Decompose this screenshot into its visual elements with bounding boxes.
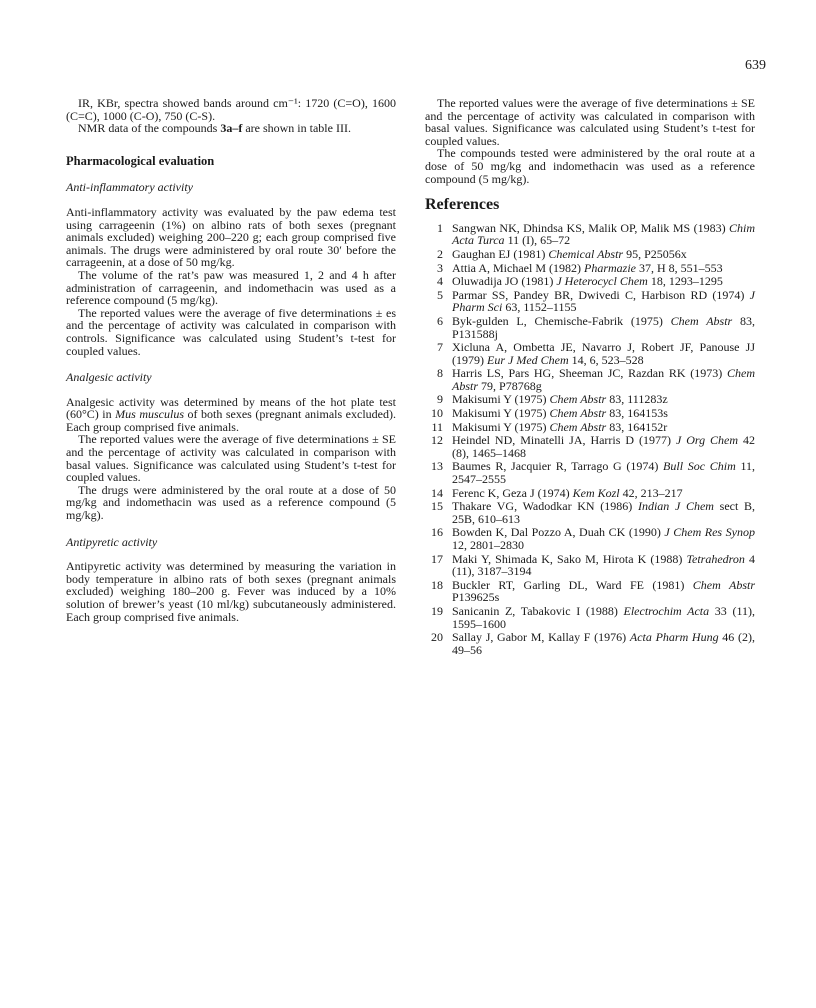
right-column: [425, 97, 755, 657]
reference-number: 13: [431, 459, 443, 474]
reference-number: 11: [431, 419, 443, 434]
page-number: 639: [745, 58, 766, 73]
reference-journal: J Heterocycl Chem: [556, 274, 648, 289]
reference-volume-pages: 63, 1152–1155: [502, 300, 577, 315]
reference-volume-pages: 83, 164153s: [606, 406, 668, 421]
reference-journal: J Chem Res Synop: [664, 525, 755, 540]
reference-number: 18: [431, 577, 443, 592]
reference-authors: Harris LS, Pars HG, Sheeman JC, Razdan RK (1973): [452, 366, 727, 381]
section-heading-pharmacological: Pharmacological evaluation: [66, 153, 215, 168]
reference-journal: J Org Chem: [675, 433, 739, 448]
reference-text: [452, 460, 755, 485]
reference-text: [452, 579, 755, 604]
reference-authors: Parmar SS, Pandey BR, Dwivedi C, Harbison RD (1974): [452, 287, 750, 302]
reference-number: 9: [437, 392, 443, 407]
reference-volume-pages: 42, 213–217: [619, 485, 683, 500]
reference-authors: Ferenc K, Geza J (1974): [452, 485, 573, 500]
reference-journal: Kem Kozl: [572, 485, 620, 500]
reference-text: [452, 248, 755, 261]
reference-item: [425, 367, 755, 392]
reference-text: [452, 393, 755, 406]
reference-number: 15: [431, 499, 443, 514]
reference-journal: Chem Abstr: [452, 366, 755, 393]
analgesic-paragraph-1: [66, 396, 396, 434]
reference-item: [425, 407, 755, 420]
reference-volume-pages: P139625s: [452, 590, 500, 605]
reference-volume-pages: 42 (8), 1465–1468: [452, 433, 756, 460]
reference-number: 1: [437, 220, 443, 235]
anti-inflammatory-paragraph-1: Anti-inflammatory activity was evaluated by the paw edema test using carrageenin (1%) on albino rats of both sexes (pregnant animals excluded) weighing 200–220 g; each group comprised five animals. The drugs were administered by oral route 30′ before the carrageenin, at a dose of 50 mg/kg.: [66, 204, 396, 270]
reference-text: [452, 275, 755, 288]
reference-text: [452, 487, 755, 500]
ir-paragraph: IR, KBr, spectra showed bands around cm⁻¹: 1720 (C=O), 1600 (C=C), 1000 (C-O), 750 (C-S).: [66, 96, 396, 123]
reference-item: [425, 605, 755, 630]
subsection-heading-anti-inflammatory: Anti-inflammatory activity: [66, 180, 193, 195]
reference-authors: Sangwan NK, Dhindsa KS, Malik OP, Malik MS (1983): [452, 220, 729, 235]
reference-text: [452, 526, 755, 551]
reference-number: 16: [431, 525, 443, 540]
reference-text: [452, 500, 755, 525]
reference-volume-pages: 46 (2), 49–56: [452, 630, 755, 657]
reference-text: [452, 341, 755, 366]
nmr-paragraph: [66, 122, 396, 135]
reference-number: 20: [431, 630, 443, 645]
reference-item: [425, 341, 755, 366]
reference-authors: Buckler RT, Garling DL, Ward FE (1981): [452, 577, 693, 592]
reference-volume-pages: 12, 2801–2830: [452, 538, 524, 552]
analgesic-text-pre: Analgesic activity was determined by means of the hot plate test (60°C) in: [66, 394, 396, 422]
reference-authors: Makisumi Y (1975): [452, 419, 550, 434]
reference-item: [425, 421, 755, 434]
analgesic-text-post: of both sexes (pregnant animals excluded). Each group comprised five animals.: [66, 407, 396, 434]
reference-journal: Chem Abstr: [549, 406, 607, 421]
reference-item: [425, 500, 755, 525]
reference-journal: Tetrahedron: [686, 551, 745, 566]
reference-journal: Bull Soc Chim: [663, 459, 736, 474]
reference-journal: Chem Abstr: [549, 419, 607, 434]
reference-number: 8: [437, 366, 443, 381]
reference-item: [425, 631, 755, 656]
reference-authors: Makisumi Y (1975): [452, 406, 550, 421]
reference-number: 3: [437, 260, 443, 275]
reference-journal: Chemical Abstr: [548, 246, 624, 261]
reference-text: [452, 407, 755, 420]
reference-number: 10: [431, 406, 443, 421]
reference-journal: Electrochim Acta: [623, 603, 710, 618]
reference-number: 17: [431, 551, 443, 566]
reference-authors: Heindel ND, Minatelli JA, Harris D (1977): [452, 433, 676, 448]
reference-authors: Thakare VG, Wadodkar KN (1986): [452, 499, 638, 514]
reference-number: 19: [431, 603, 443, 618]
reference-text: [452, 631, 755, 656]
compound-label: 3a–f: [220, 121, 243, 136]
reference-item: [425, 315, 755, 340]
reference-text: [452, 421, 755, 434]
reference-text: [452, 262, 755, 275]
reference-volume-pages: 11 (I), 65–72: [504, 233, 571, 248]
references-list: [425, 222, 755, 657]
reference-journal: Chem Abstr: [549, 392, 607, 407]
reference-volume-pages: 18, 1293–1295: [647, 274, 723, 289]
reference-authors: Baumes R, Jacquier R, Tarrago G (1974): [452, 459, 664, 474]
reference-journal: Indian J Chem: [637, 499, 714, 514]
reference-journal: Acta Pharm Hung: [629, 630, 719, 645]
reference-number: 2: [437, 246, 443, 261]
reference-item: [425, 526, 755, 551]
reference-volume-pages: 4 (11), 3187–3194: [452, 551, 755, 579]
reference-volume-pages: 95, P25056x: [623, 246, 687, 261]
reference-item: [425, 289, 755, 314]
reference-journal: J Pharm Sci: [452, 287, 755, 315]
reference-journal: Eur J Med Chem: [487, 352, 569, 367]
anti-inflammatory-paragraph-3: The reported values were the average of five determinations ± es and the percentage of activity was calculated in comparison with controls. Significance was calculated using Student’s t-test for coupled values.: [66, 305, 396, 358]
reference-number: 4: [437, 274, 443, 289]
subsection-heading-antipyretic: Antipyretic activity: [66, 534, 158, 549]
reference-item: [425, 487, 755, 500]
reference-item: [425, 553, 755, 578]
antipyretic-paragraph-1: Antipyretic activity was determined by measuring the variation in body temperature in albino rats of both sexes (pregnant animals excluded) weighing 180–200 g. Fever was induced by a 10% solution of brewer’s yeast (10 ml/kg) subcutaneously administered. Each group comprised five animals.: [66, 559, 396, 624]
reference-authors: Attia A, Michael M (1982): [452, 260, 584, 275]
nmr-text-pre: NMR data of the compounds: [78, 121, 221, 136]
reference-item: [425, 248, 755, 261]
reference-authors: Maki Y, Shimada K, Sako M, Hirota K (1988): [452, 551, 687, 566]
reference-number: 7: [437, 340, 443, 355]
reference-text: [452, 289, 755, 314]
reference-number: 5: [437, 287, 443, 302]
reference-authors: Byk-gulden L, Chemische-Fabrik (1975): [452, 313, 671, 328]
reference-volume-pages: 14, 6, 523–528: [568, 352, 644, 367]
reference-text: [452, 605, 755, 630]
reference-volume-pages: 83, P131588j: [452, 313, 755, 341]
reference-number: 12: [431, 433, 443, 448]
reference-authors: Sallay J, Gabor M, Kallay F (1976): [452, 630, 630, 645]
reference-item: [425, 393, 755, 406]
reference-volume-pages: 83, 111283z: [606, 392, 668, 407]
reference-text: [452, 222, 755, 247]
reference-authors: Xicluna A, Ombetta JE, Navarro J, Robert JF, Panouse JJ (1979): [452, 340, 755, 367]
results-paragraph-2: The compounds tested were administered by the oral route at a dose of 50 mg/kg and indomethacin was used as a reference compound (5 mg/kg).: [425, 146, 755, 186]
reference-item: [425, 434, 755, 459]
reference-journal: Chim Acta Turca: [452, 220, 755, 248]
reference-text: [452, 367, 755, 392]
reference-number: 14: [431, 485, 443, 500]
subsection-heading-analgesic: Analgesic activity: [66, 370, 152, 385]
analgesic-paragraph-3: The drugs were administered by the oral route at a dose of 50 mg/kg and indomethacin was used as a reference compound (5 mg/kg).: [66, 482, 396, 523]
reference-authors: Sanicanin Z, Tabakovic I (1988): [452, 603, 624, 618]
reference-item: [425, 579, 755, 604]
reference-item: [425, 222, 755, 247]
reference-volume-pages: 11, 2547–2555: [452, 459, 755, 487]
reference-item: [425, 275, 755, 288]
reference-volume-pages: 33 (11), 1595–1600: [452, 603, 755, 631]
results-paragraph-1: The reported values were the average of five determinations ± SE and the percentage of activity was calculated in comparison with basal values. Significance was calculated using Student’s t-test for coupled values.: [425, 96, 755, 148]
reference-journal: Chem Abstr: [670, 313, 733, 328]
left-column: [66, 97, 396, 623]
reference-volume-pages: sect B, 25B, 610–613: [452, 499, 755, 526]
reference-number: 6: [437, 313, 443, 328]
reference-journal: Pharmazie: [583, 260, 636, 275]
reference-item: [425, 262, 755, 275]
references-heading: References: [425, 196, 500, 214]
reference-text: [452, 553, 755, 578]
reference-volume-pages: 79, P78768g: [478, 378, 542, 393]
species-name: Mus musculus: [115, 407, 184, 422]
reference-journal: Chem Abstr: [692, 577, 755, 592]
reference-authors: Makisumi Y (1975): [452, 392, 550, 407]
analgesic-paragraph-2: The reported values were the average of five determinations ± SE and the percentage of activity was calculated in comparison with basal values. Significance was calculated using Student’s t-test for coupled values.: [66, 432, 396, 485]
reference-text: [452, 315, 755, 340]
reference-authors: Gaughan EJ (1981): [452, 246, 549, 261]
reference-authors: Bowden K, Dal Pozzo A, Duah CK (1990): [452, 525, 665, 540]
nmr-text-post: are shown in table III.: [242, 121, 351, 136]
reference-authors: Oluwadija JO (1981): [452, 274, 557, 289]
reference-text: [452, 434, 755, 459]
anti-inflammatory-paragraph-2: The volume of the rat’s paw was measured 1, 2 and 4 h after administration of carrageenin, and indomethacin was used as a reference compound (5 mg/kg).: [66, 267, 396, 308]
reference-volume-pages: 83, 164152r: [606, 419, 668, 434]
reference-volume-pages: 37, H 8, 551–553: [635, 260, 723, 275]
reference-item: [425, 460, 755, 485]
